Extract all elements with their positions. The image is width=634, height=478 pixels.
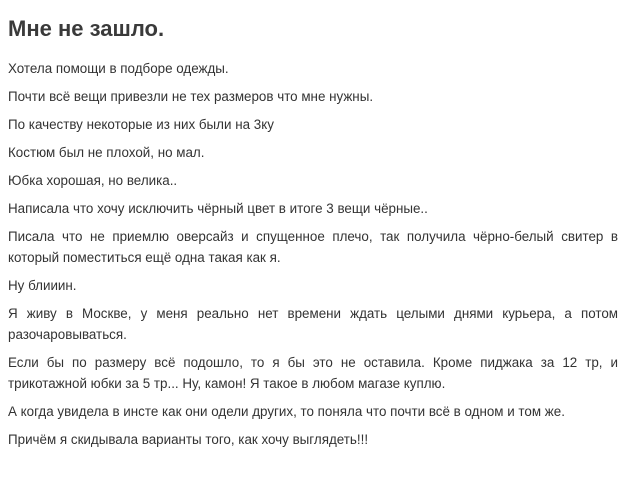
review-paragraph: Почти всё вещи привезли не тех размеров что мне нужны. (8, 89, 374, 104)
review-paragraph: Хотела помощи в подборе одежды. (8, 61, 229, 76)
review-paragraph: Написала что хочу исключить чёрный цвет в итоге 3 вещи чёрные.. (8, 201, 428, 216)
review-paragraph: А когда увидела в инсте как они одели других, то поняла что почти всё в одном и том же. (8, 404, 565, 419)
review-paragraph: Костюм был не плохой, но мал. (8, 145, 205, 160)
review-paragraph: Ну блииин. (8, 278, 77, 293)
review-paragraph: По качеству некоторые из них были на 3ку (8, 117, 274, 132)
review-paragraph: Я живу в Москве, у меня реально нет времени ждать целыми днями курьера, а потом разочаровываться. (8, 306, 618, 342)
review-paragraph: Юбка хорошая, но велика.. (8, 173, 178, 188)
review-body (8, 58, 618, 450)
review-paragraph: Причём я скидывала варианты того, как хочу выглядеть!!! (8, 432, 369, 447)
review-paragraph: Если бы по размеру всё подошло, то я бы это не оставила. Кроме пиджака за 12 тр, и трикотажной юбки за 5 тр... Ну, камон! Я такое в любом магазе куплю. (8, 355, 618, 391)
review-paragraph: Писала что не приемлю оверсайз и спущенное плечо, так получила чёрно-белый свитер в который поместиться ещё одна такая как я. (8, 229, 618, 265)
review-title: Мне не зашло. (8, 16, 165, 41)
